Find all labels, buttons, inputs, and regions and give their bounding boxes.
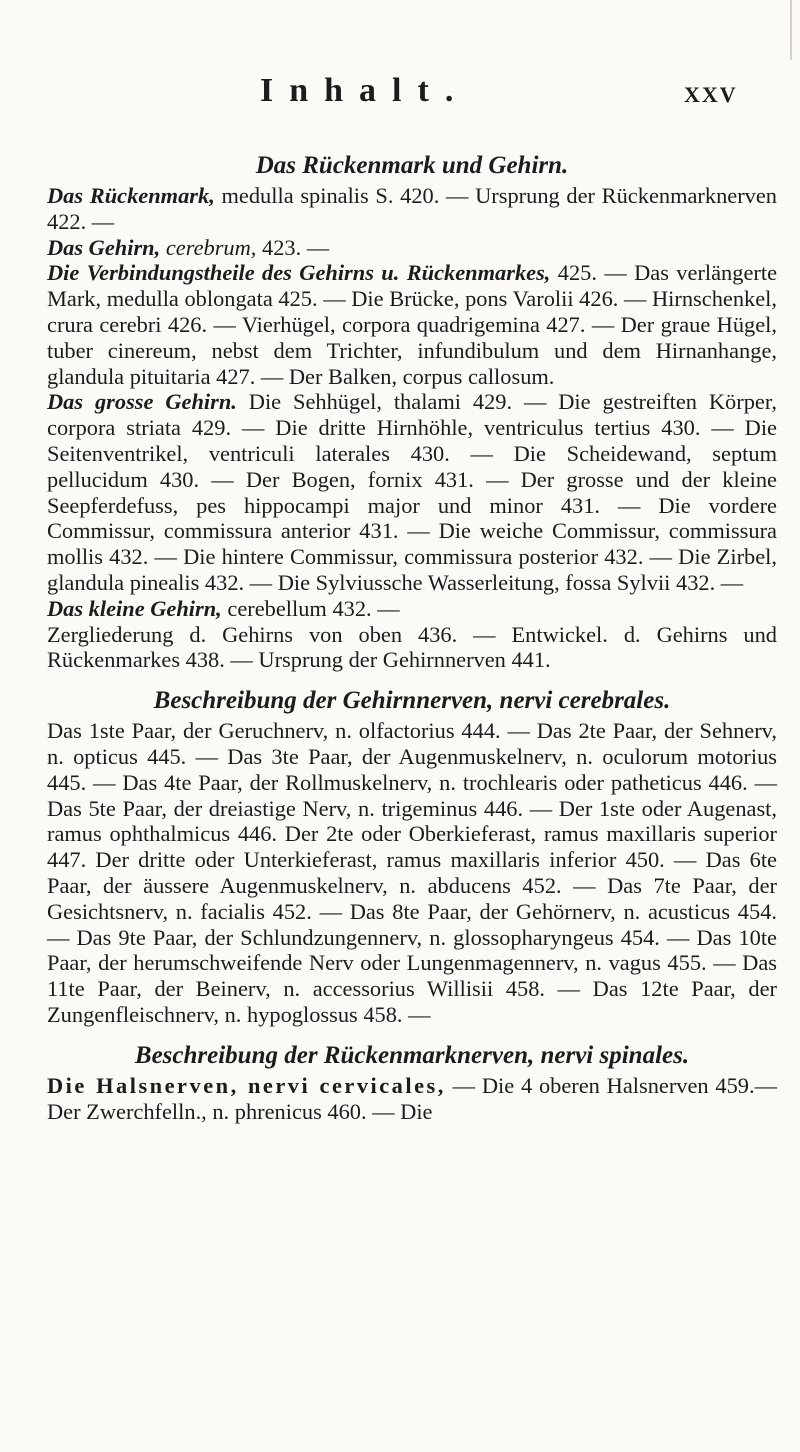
entry-lead: Das Rückenmark, [47,183,215,208]
entry-text: medulla spinalis S. 420. — Ursprung der Rückenmarknerven 422. — [47,183,777,234]
page-edge-mark [790,0,792,60]
entry-lead: Die Verbindungstheile des Gehirns u. Rückenmarkes, [47,260,551,286]
toc-entry-grosse-gehirn [47,389,777,595]
toc-entry-gehirnnerven-paare [47,718,777,1028]
section-heading-rueckenmark-gehirn: Das Rückenmark und Gehirn. [255,152,569,179]
section-heading-gehirnnerven: Beschreibung der Gehirnnerven, nervi cerebrales. [153,687,671,715]
section-gap [47,673,777,687]
page-number: XXV [684,82,738,107]
toc-entry-halsnerven [47,1073,777,1125]
entry-text: Die Sehhügel, thalami 429. — Die gestreiften Körper, corpora striata 429. — Die dritte Hirnhöhle, ventriculus tertius 430. — Die Seitenventrikel, ventriculi laterales 430. — Die Scheidewand, septum pellucidum 430. — Der Bogen, fornix 431. — Der grosse und der kleine Seepferdefuss, pes hippocampi major und minor 431. — Die vordere Commissur, commissura anterior 431. — Die weiche Commissur, commissura mollis 432. — Die hintere Commissur, commissura posterior 432. — Die Zirbel, glandula pinealis 432. — Die Sylviussche Wasserleitung, fossa Sylvii 432. — [47,389,777,595]
toc-entry-rueckenmark [47,183,777,235]
entry-lead: Das grosse Gehirn. [47,389,237,415]
section-gap [47,1028,777,1042]
page-title: Inhalt. [260,72,470,109]
toc-entry-kleine-gehirn [47,596,777,622]
page-header [0,72,800,112]
entry-text: 425. — Das verlängerte Mark, medulla oblongata 425. — Die Brücke, pons Varolii 426. — Hirnschenkel, crura cerebri 426. — Vierhügel, corpora quadrigemina 427. — Der graue Hügel, tuber cinereum, nebst dem Trichter, infundibulum und dem Hirnanhange, glandula pituitaria 427. — Der Balken, corpus callosum. [47,260,778,389]
entry-lead: Das kleine Gehirn, [47,595,222,621]
entry-spaced-lead: Die Halsnerven, nervi cervicales, [47,1072,446,1098]
entry-text: 423. — [256,234,330,260]
entry-lead: Das Gehirn, [47,234,161,260]
entry-text: Das 1ste Paar, der Geruchnerv, n. olfactorius 444. — Das 2te Paar, der Sehnerv, n. opticus 445. — Das 3te Paar, der Augenmuskelnerv, n. oculorum motorius 445. — Das 4te Paar, der Rollmuskelnerv, n. trochlearis oder patheticus 446. — Das 5te Paar, der dreiastige Nerv, n. trigeminus 446. — Der 1ste oder Augenast, ramus ophthalmicus 446. Der 2te oder Oberkieferast, ramus maxillaris superior 447. Der dritte oder Unterkieferast, ramus maxillaris inferior 450. — Das 6te Paar, der äussere Augenmuskelnerv, n. abducens 452. — Das 7te Paar, der Gesichtsnerv, n. facialis 452. — Das 8te Paar, der Gehörnerv, n. acusticus 454. — Das 9te Paar, der Schlundzungennerv, n. glossopharyngeus 454. — Das 10te Paar, der herumschweifende Nerv oder Lungenmagennerv, n. vagus 455. — Das 11te Paar, der Beinerv, n. accessorius Willisii 458. — Das 12te Paar, der Zungenfleischnerv, n. hypoglossus 458. — [47,718,777,1027]
entry-text: Zergliederung d. Gehirns von oben 436. — Entwickel. d. Gehirns und Rückenmarkes 438. — Ursprung der Gehirnnerven 441. [47,621,777,673]
toc-entry-verbindungstheile [47,260,777,389]
table-of-contents [47,152,777,1124]
entry-text: — Die 4 oberen Halsnerven 459.— Der Zwerchfelln., n. phrenicus 460. — Die [47,1072,777,1124]
entry-text: cerebellum 432. — [221,595,400,621]
toc-entry-gehirn [47,235,777,261]
entry-latin-term: cerebrum, [160,234,257,260]
section-heading-rueckenmarknerven: Beschreibung der Rückenmarknerven, nervi spinales. [134,1041,690,1069]
toc-entry-zergliederung [47,622,777,674]
